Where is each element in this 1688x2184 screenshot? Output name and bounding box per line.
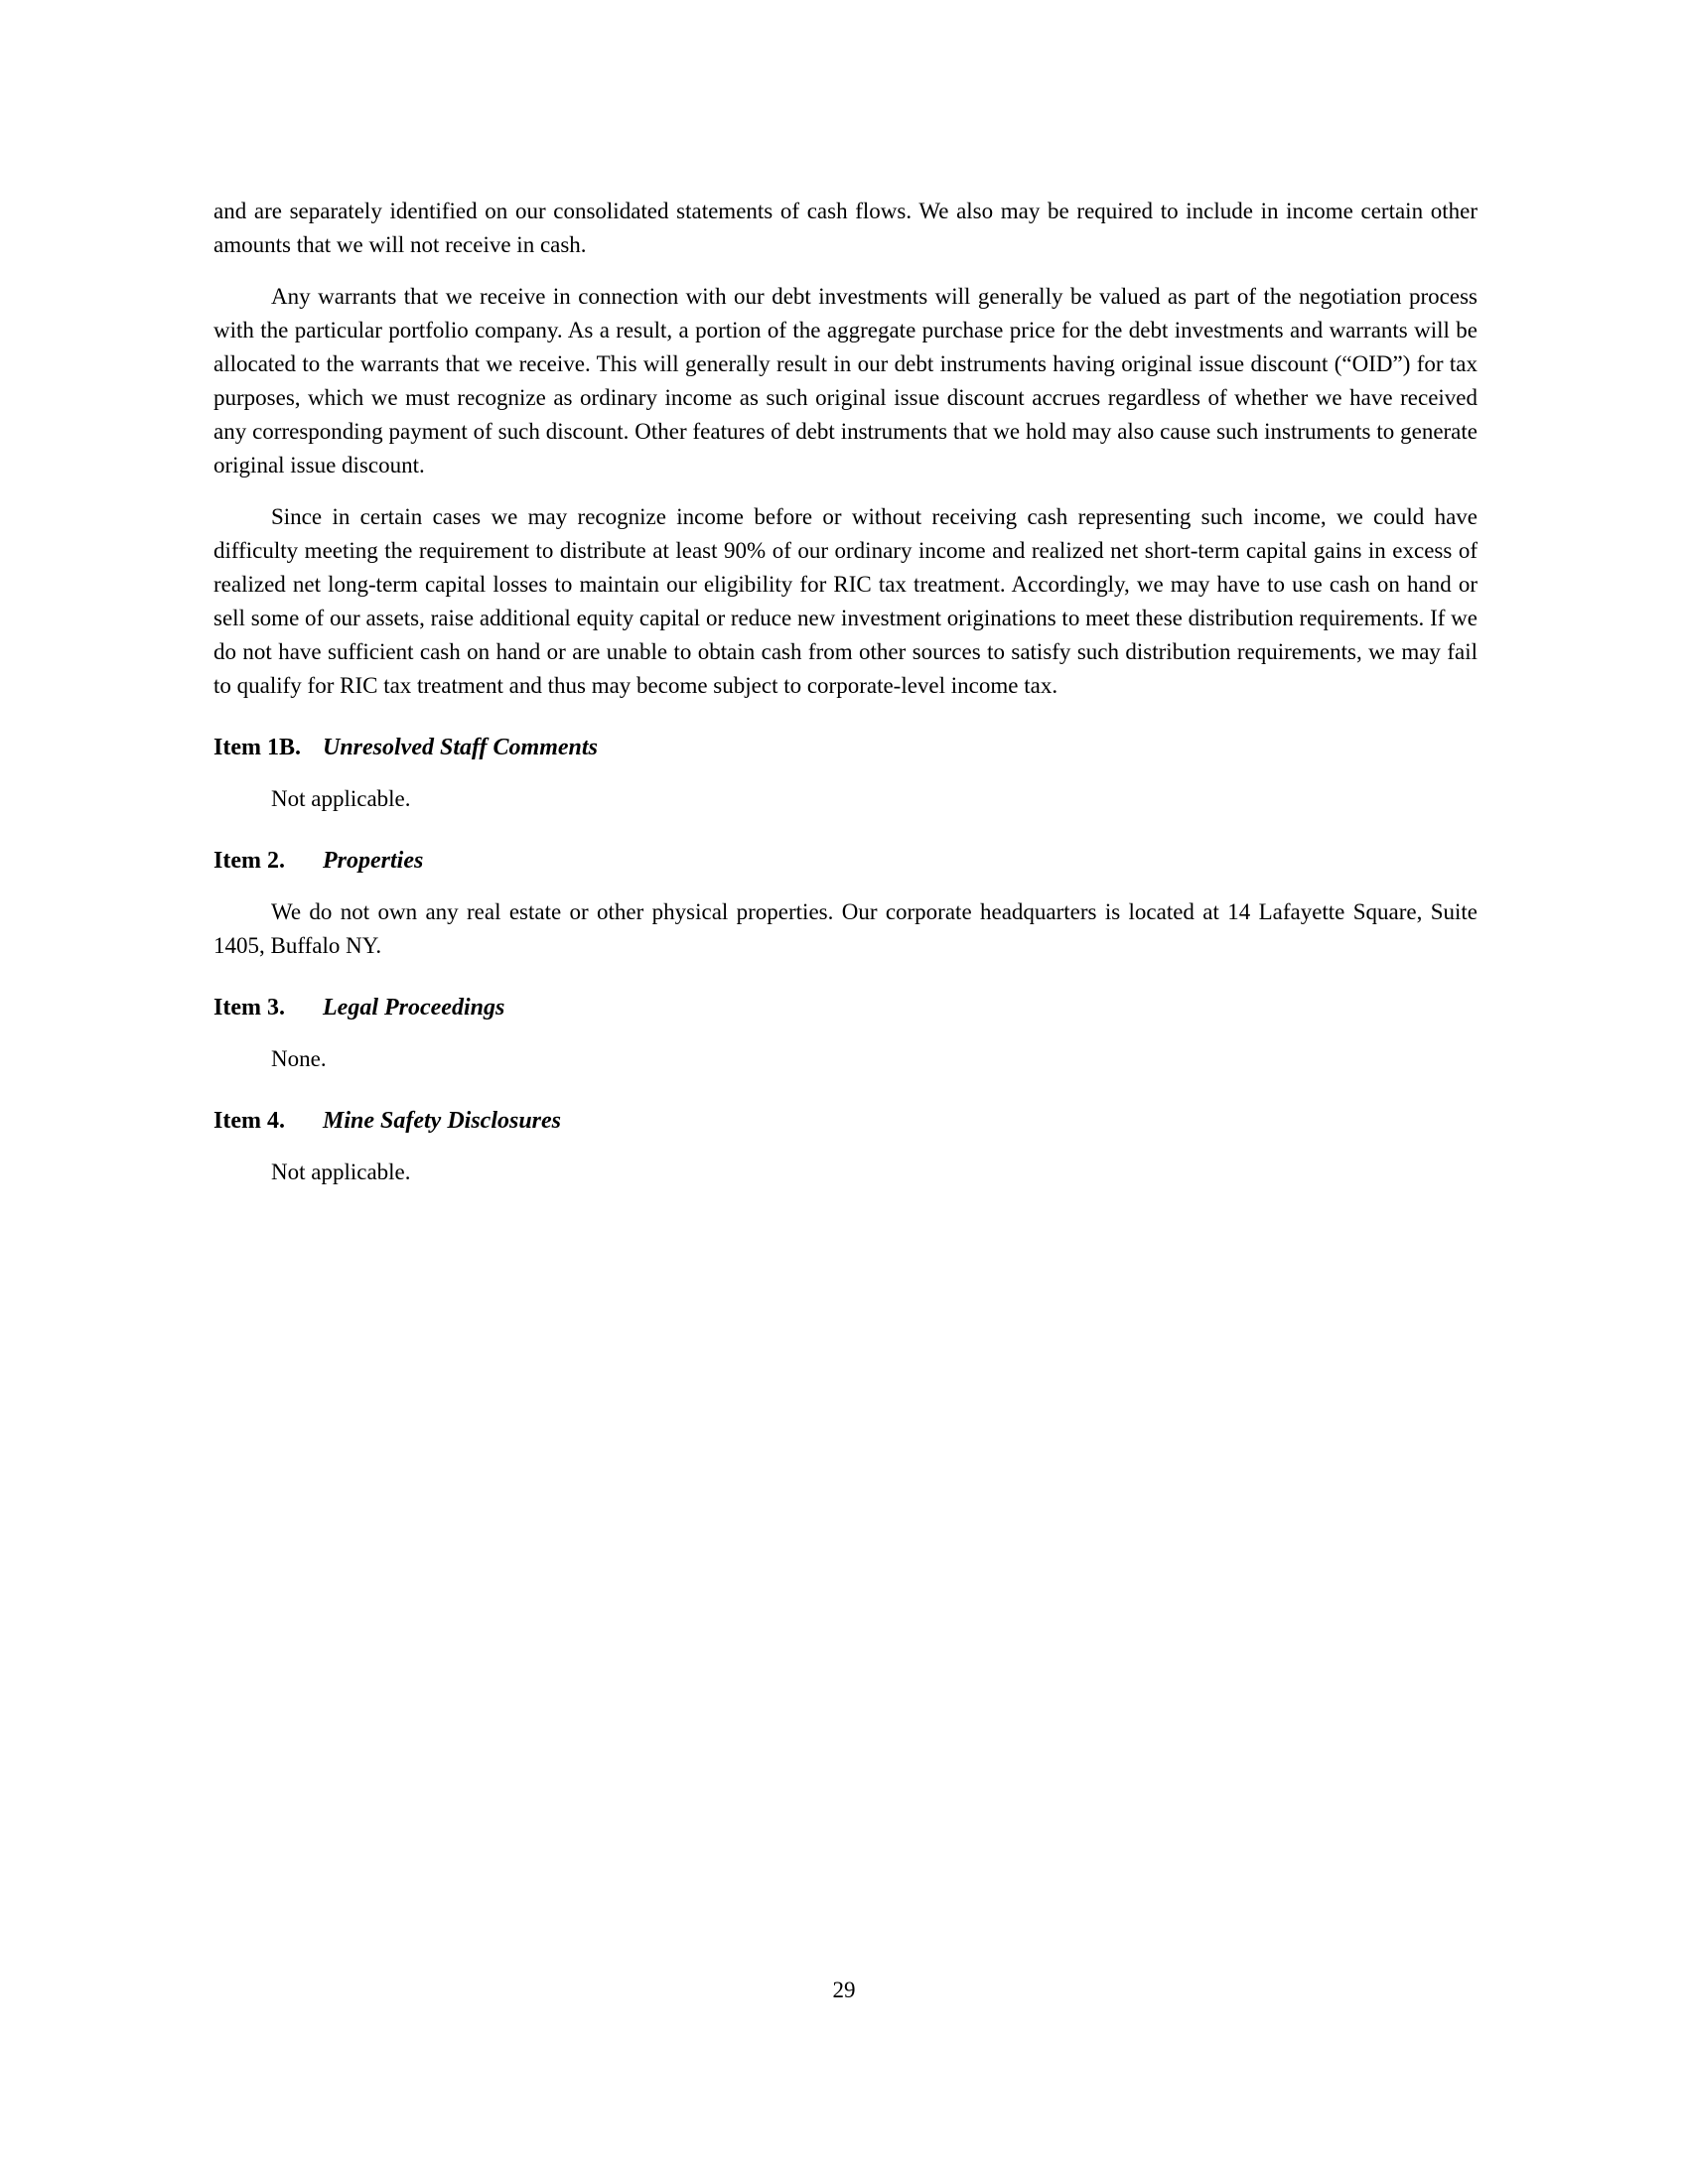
paragraph-warrants-oid: Any warrants that we receive in connection with our debt investments will generally be valued as part of the negotiation process with the particular portfolio company. As a result, a portion of the aggregate purchase price for the debt investments and warrants will be allocated to the warrants that we receive. This will generally result in our debt instruments having original issue discount (“OID”) for tax purposes, which we must recognize as ordinary income as such original issue discount accrues regardless of whether we have received any corresponding payment of such discount. Other features of debt instruments that we hold may also cause such instruments to generate original issue discount. xyxy=(213,284,1477,478)
item-2-body: We do not own any real estate or other physical properties. Our corporate headquarters is located at 14 Lafayette Square, Suite 1405, Buffalo NY. xyxy=(213,899,1477,958)
item-1b-title: Unresolved Staff Comments xyxy=(323,735,598,760)
paragraph-cash-flows: and are separately identified on our consolidated statements of cash flows. We also may be required to include in income certain other amounts that we will not receive in cash. xyxy=(213,199,1477,257)
page-number: 29 xyxy=(832,1978,856,2002)
item-1b-body: Not applicable. xyxy=(271,786,411,811)
item-4-body: Not applicable. xyxy=(271,1160,411,1184)
item-4-label: Item 4. xyxy=(213,1108,285,1134)
paragraph-ric-distribution: Since in certain cases we may recognize income before or without receiving cash representing such income, we could have difficulty meeting the requirement to distribute at least 90% of our ordinary income and realized net short-term capital gains in excess of realized net long-term capital losses to maintain our eligibility for RIC tax treatment. Accordingly, we may have to use cash on hand or sell some of our assets, raise additional equity capital or reduce new investment originations to meet these distribution requirements. If we do not have sufficient cash on hand or are unable to obtain cash from other sources to satisfy such distribution requirements, we may fail to qualify for RIC tax treatment and thus may become subject to corporate-level income tax. xyxy=(213,504,1477,698)
item-2-title: Properties xyxy=(323,848,424,874)
page-footer xyxy=(0,1974,1688,2007)
item-2-heading xyxy=(213,844,1477,878)
item-3-title: Legal Proceedings xyxy=(323,995,505,1021)
item-2-label: Item 2. xyxy=(213,848,285,874)
item-3-body: None. xyxy=(271,1046,327,1071)
item-3-label: Item 3. xyxy=(213,995,285,1021)
item-4-heading xyxy=(213,1104,1477,1138)
item-1b-label: Item 1B. xyxy=(213,735,301,760)
item-3-heading xyxy=(213,991,1477,1024)
item-1b-heading xyxy=(213,731,1477,764)
item-4-title: Mine Safety Disclosures xyxy=(323,1108,561,1134)
